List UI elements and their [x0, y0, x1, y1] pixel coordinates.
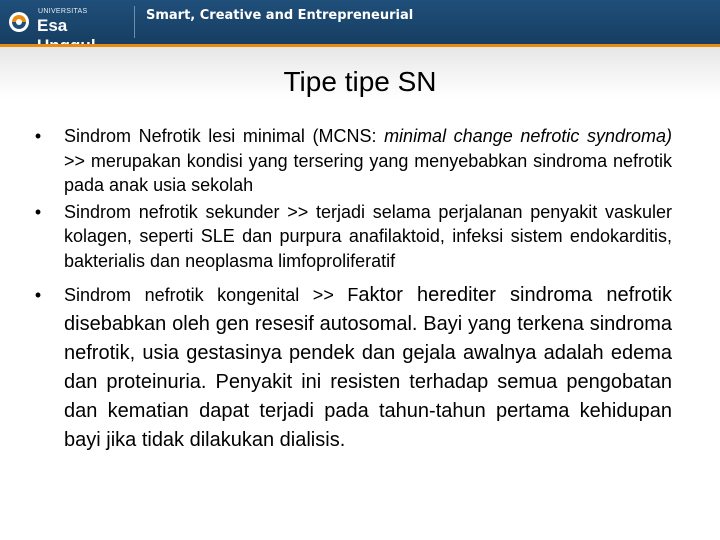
header-divider — [134, 6, 135, 38]
header-band — [0, 0, 720, 44]
bullet-item — [28, 281, 672, 455]
bullet-dot: • — [34, 126, 42, 146]
bullet-item — [28, 124, 672, 198]
bullet-italic-text: minimal change nefrotic syndroma) — [384, 126, 672, 146]
bullet-dot: • — [34, 201, 42, 222]
logo-name: Esa — [37, 16, 68, 35]
header-tagline: Smart, Creative and Entrepreneurial — [146, 8, 414, 23]
slide-content — [28, 124, 672, 455]
bullet-text: >> merupakan kondisi yang tersering yang menyebabkan sindroma nefrotik pada anak usia sekolah — [64, 150, 672, 195]
esa-unggul-logo-icon — [8, 11, 30, 33]
slide-title: Tipe tipe SN — [283, 66, 437, 97]
bullet-text: Sindrom Nefrotik lesi minimal (MCNS: — [64, 126, 385, 146]
bullet-item — [28, 200, 672, 274]
logo-university-label: UNIVERSITAS — [38, 8, 88, 15]
university-logo — [8, 4, 130, 40]
bullet-text: Sindrom nefrotik sekunder >> terjadi selama perjalanan penyakit vaskuler kolagen, seperti SLE dan purpura anafilaktoid, infeksi sistem endokarditis, bakterialis dan neoplasma limfoproliferatif — [64, 201, 672, 271]
bullet-dot: • — [34, 285, 42, 305]
bullet-text: Sindrom nefrotik kongenital >> F — [64, 285, 359, 305]
bullet-text: aktor herediter sindroma nefrotik disebabkan oleh gen resesif autosomal. Bayi yang terkena sindroma nefrotik, usia gestasinya pendek dan gejala awalnya adalah edema dan proteinuria. Penyakit ini resisten terhadap semua pengobatan dan kematian dapat terjadi pada tahun-tahun pertama kehidupan bayi jika tidak dilakukan dialisis. — [64, 284, 672, 451]
